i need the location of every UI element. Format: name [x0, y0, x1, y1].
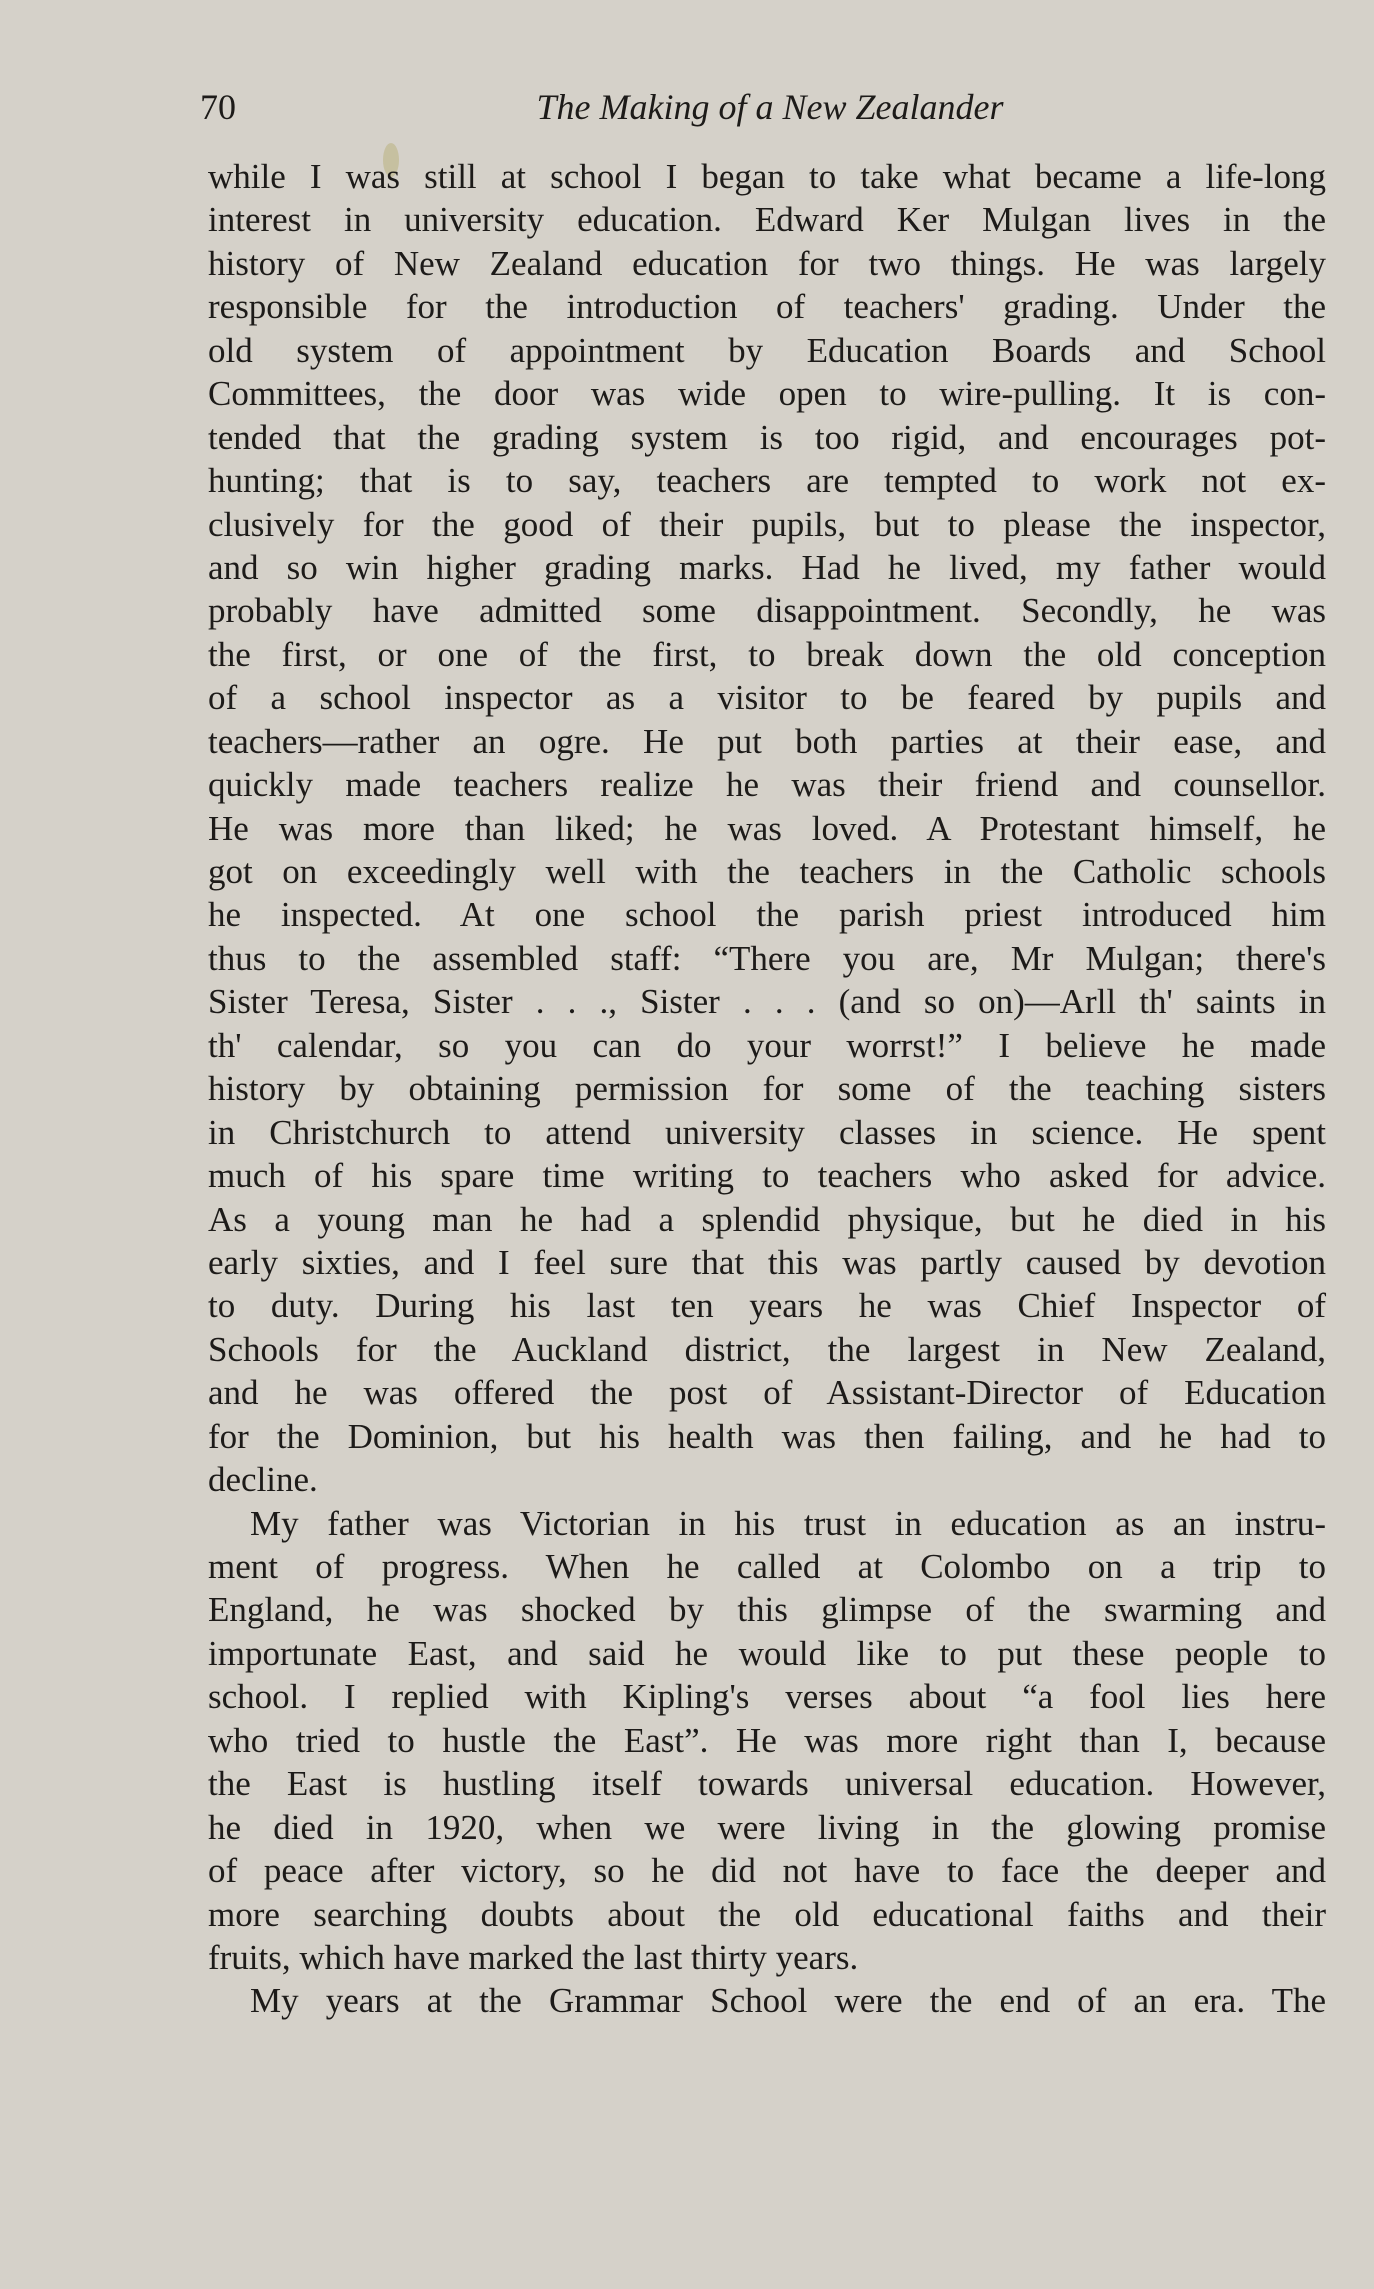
text-line: teachers—rather an ogre. He put both parties at their ease, and — [208, 721, 1326, 761]
text-line: who tried to hustle the East”. He was more right than I, because — [208, 1720, 1326, 1760]
text-line: Committees, the door was wide open to wire-pulling. It is con- — [208, 374, 1326, 414]
text-line: to duty. During his last ten years he was Chief Inspector of — [208, 1286, 1326, 1326]
text-line: hunting; that is to say, teachers are tempted to work not ex- — [208, 461, 1326, 501]
text-line: much of his spare time writing to teachers who asked for advice. — [208, 1156, 1326, 1196]
text-line: old system of appointment by Education Boards and School — [208, 330, 1326, 370]
text-line: got on exceedingly well with the teachers in the Catholic schools — [208, 852, 1326, 891]
text-line: Schools for the Auckland district, the largest in New Zealand, — [208, 1329, 1326, 1369]
text-line: responsible for the introduction of teachers' grading. Under the — [208, 287, 1326, 327]
text-line: My years at the Grammar School were the end of an era. The — [250, 1981, 1326, 2021]
text-line: school. I replied with Kipling's verses about “a fool lies here — [208, 1677, 1326, 1717]
text-line: in Christchurch to attend university classes in science. He spent — [208, 1112, 1326, 1152]
text-line: more searching doubts about the old educational faiths and their — [208, 1894, 1326, 1934]
text-line: of peace after victory, so he did not have to face the deeper and — [208, 1851, 1326, 1891]
text-line: the East is hustling itself towards universal education. However, — [208, 1764, 1326, 1804]
text-line: importunate East, and said he would like to put these people to — [208, 1633, 1326, 1673]
text-line: He was more than liked; he was loved. A Protestant himself, he — [208, 808, 1326, 848]
text-line: decline. — [208, 1460, 318, 1500]
text-line: clusively for the good of their pupils, but to please the inspector, — [208, 504, 1326, 544]
text-line: ment of progress. When he called at Colombo on a trip to — [208, 1547, 1326, 1586]
text-line: My father was Victorian in his trust in education as an instru- — [250, 1503, 1326, 1543]
text-line: of a school inspector as a visitor to be feared by pupils and — [208, 678, 1326, 718]
text-line: for the Dominion, but his health was then failing, and he had to — [208, 1416, 1326, 1456]
body-text — [208, 155, 1326, 2023]
text-line: history of New Zealand education for two things. He was largely — [208, 243, 1326, 283]
text-line: Sister Teresa, Sister . . ., Sister . . . (and so on)—Arll th' saints in — [208, 982, 1326, 1022]
text-line: history by obtaining permission for some of the teaching sisters — [208, 1069, 1326, 1109]
text-line: interest in university education. Edward Ker Mulgan lives in the — [208, 200, 1326, 240]
text-line: probably have admitted some disappointment. Secondly, he was — [208, 591, 1326, 631]
text-line: As a young man he had a splendid physique, but he died in his — [208, 1199, 1326, 1239]
text-line: and he was offered the post of Assistant-Director of Education — [208, 1373, 1326, 1413]
text-line: th' calendar, so you can do your worrst!” I believe he made — [208, 1025, 1326, 1065]
text-line: while I was still at school I began to take what became a life-long — [208, 157, 1326, 196]
text-line: fruits, which have marked the last thirty years. — [208, 1937, 859, 1977]
text-line: he inspected. At one school the parish priest introduced him — [208, 895, 1326, 935]
text-line: he died in 1920, when we were living in the glowing promise — [208, 1807, 1326, 1847]
page-number: 70 — [200, 87, 236, 127]
text-line: early sixties, and I feel sure that this was partly caused by devotion — [208, 1242, 1326, 1282]
running-title: The Making of a New Zealander — [536, 87, 1004, 127]
text-line: thus to the assembled staff: “There you are, Mr Mulgan; there's — [208, 938, 1326, 978]
text-line: and so win higher grading marks. Had he lived, my father would — [208, 547, 1326, 587]
text-line: tended that the grading system is too rigid, and encourages pot- — [208, 417, 1326, 457]
text-line: quickly made teachers realize he was their friend and counsellor. — [208, 765, 1326, 805]
text-line: England, he was shocked by this glimpse of the swarming and — [208, 1590, 1326, 1630]
text-line: the first, or one of the first, to break down the old conception — [208, 634, 1326, 674]
